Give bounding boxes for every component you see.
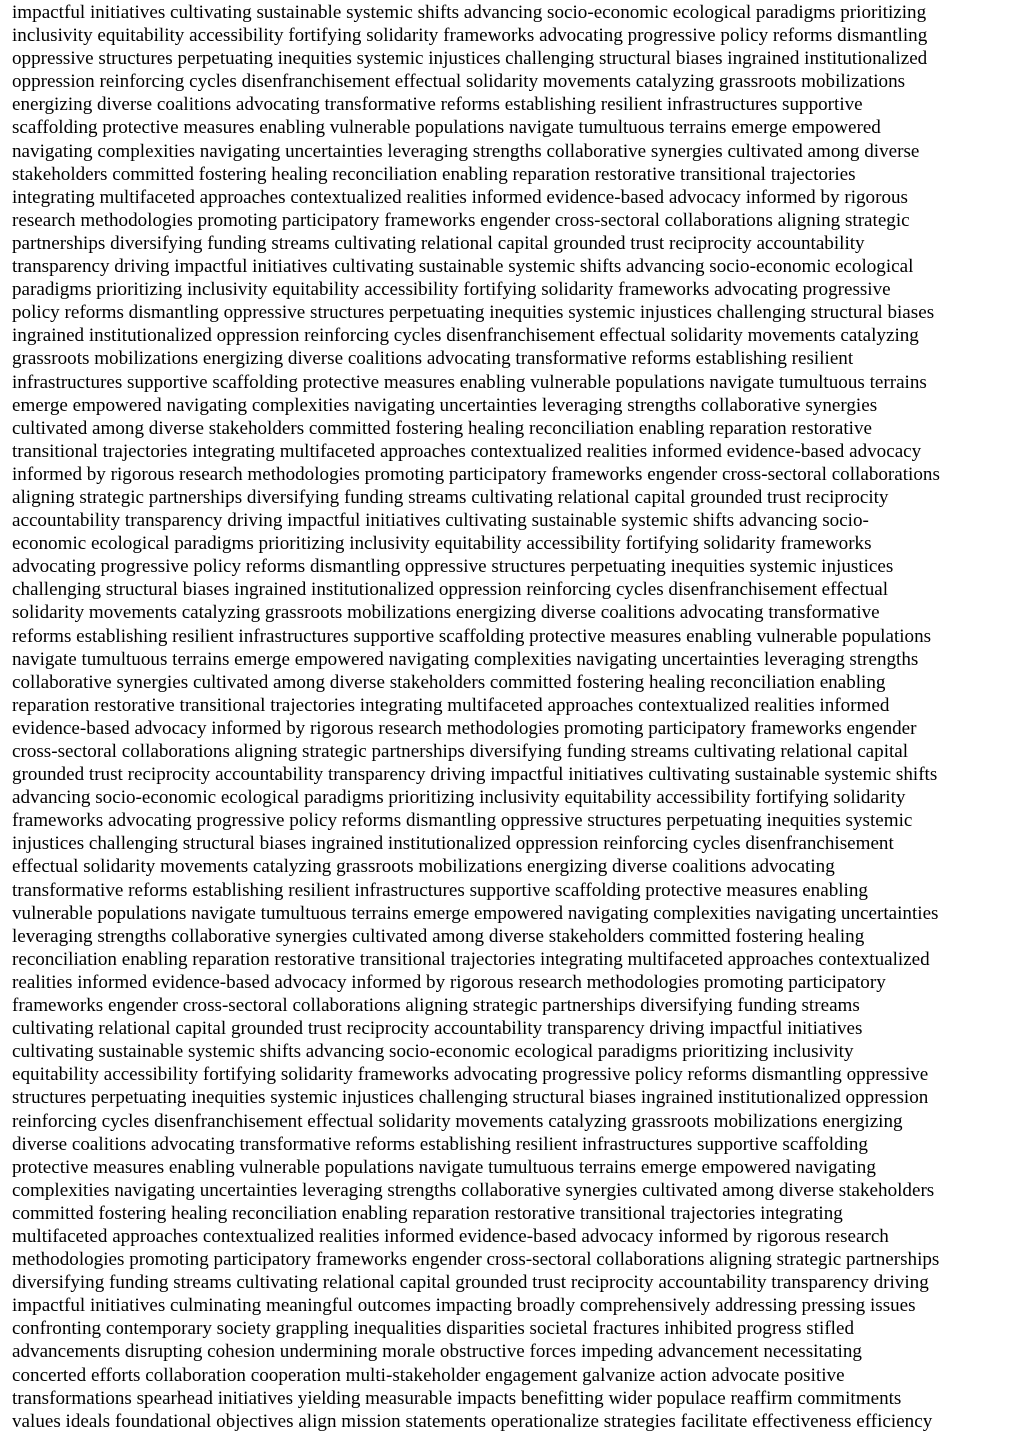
- text-line: transparency driving impactful initiatives cultivating sustainable systemic shifts advancing socio-economic ecological: [12, 256, 914, 278]
- text-line: methodologies promoting participatory frameworks engender cross-sectoral collaborations aligning strategic partnerships: [12, 1249, 940, 1271]
- text-line: frameworks advocating progressive policy reforms dismantling oppressive structures perpetuating inequities systemic: [12, 810, 913, 832]
- text-line: advancing socio-economic ecological paradigms prioritizing inclusivity equitability accessibility fortifying solidarity: [12, 787, 906, 809]
- text-line: realities informed evidence-based advocacy informed by rigorous research methodologies promoting participatory: [12, 971, 886, 993]
- text-line: impactful initiatives cultivating sustainable systemic shifts advancing socio-economic ecological paradigms prioritizing: [12, 2, 927, 23]
- text-line: partnerships diversifying funding streams cultivating relational capital grounded trust reciprocity accountability: [12, 232, 865, 254]
- text-line: integrating multifaceted approaches contextualized realities informed evidence-based advocacy informed by rigorous: [12, 186, 908, 208]
- text-line: navigate tumultuous terrains emerge empowered navigating complexities navigating uncertainties leveraging strengths: [12, 648, 919, 670]
- text-line: diversifying funding streams cultivating relational capital grounded trust reciprocity accountability transparency driving: [12, 1272, 929, 1294]
- text-line: cultivated among diverse stakeholders committed fostering healing reconciliation enabling reparation restorative: [12, 417, 872, 439]
- text-line: protective measures enabling vulnerable populations navigate tumultuous terrains emerge empowered navigating: [12, 1156, 876, 1178]
- text-line: advocating progressive policy reforms dismantling oppressive structures perpetuating inequities systemic injustices: [12, 556, 894, 578]
- text-line: cross-sectoral collaborations aligning strategic partnerships diversifying funding streams cultivating relational capital: [12, 741, 909, 762]
- text-line: frameworks engender cross-sectoral collaborations aligning strategic partnerships diversifying funding streams: [12, 995, 860, 1017]
- text-line: paradigms prioritizing inclusivity equitability accessibility fortifying solidarity frameworks advocating progressive: [12, 279, 891, 301]
- text-line: concerted efforts collaboration cooperation multi-stakeholder engagement galvanize action advocate positive: [12, 1364, 845, 1386]
- text-line: effectual solidarity movements catalyzing grassroots mobilizations energizing diverse coalitions advocating: [12, 856, 835, 878]
- text-line: injustices challenging structural biases ingrained institutionalized oppression reinforcing cycles disenfranchisement: [12, 833, 894, 855]
- text-line: policy reforms dismantling oppressive structures perpetuating inequities systemic injustices challenging structural biases: [12, 302, 935, 324]
- text-line: grounded trust reciprocity accountability transparency driving impactful initiatives cultivating sustainable systemic shifts: [12, 764, 938, 786]
- text-line: oppressive structures perpetuating inequities systemic injustices challenging structural biases ingrained institutionalized: [12, 48, 928, 70]
- text-line: committed fostering healing reconciliation enabling reparation restorative transitional trajectories integrating: [12, 1202, 843, 1224]
- text-line: structures perpetuating inequities systemic injustices challenging structural biases ingrained institutionalized oppression: [12, 1087, 929, 1109]
- text-line: emerge empowered navigating complexities navigating uncertainties leveraging strengths collaborative synergies: [12, 394, 878, 416]
- text-line: reinforcing cycles disenfranchisement effectual solidarity movements catalyzing grassroots mobilizations energizing: [12, 1110, 903, 1132]
- text-line: aligning strategic partnerships diversifying funding streams cultivating relational capital grounded trust reciprocity: [12, 486, 889, 508]
- text-line: multifaceted approaches contextualized realities informed evidence-based advocacy informed by rigorous research: [12, 1225, 889, 1247]
- text-line: infrastructures supportive scaffolding protective measures enabling vulnerable populations navigate tumultuous terrains: [12, 371, 927, 393]
- text-line: informed by rigorous research methodologies promoting participatory frameworks engender cross-sectoral collaborations: [12, 463, 940, 485]
- text-line: oppression reinforcing cycles disenfranchisement effectual solidarity movements catalyzing grassroots mobilizations: [12, 71, 906, 93]
- text-line: cultivating relational capital grounded trust reciprocity accountability transparency driving impactful initiatives: [12, 1018, 863, 1040]
- body-text: [12, 1, 1016, 1433]
- text-line: energizing diverse coalitions advocating transformative reforms establishing resilient infrastructures supportive: [12, 94, 863, 116]
- text-line: collaborative synergies cultivated among diverse stakeholders committed fostering healing reconciliation enabling: [12, 671, 886, 693]
- text-line: impactful initiatives culminating meaningful outcomes impacting broadly comprehensively addressing pressing issues: [12, 1295, 916, 1317]
- text-line: transformations spearhead initiatives yielding measurable impacts benefitting wider populace reaffirm commitments: [12, 1387, 902, 1409]
- text-line: transitional trajectories integrating multifaceted approaches contextualized realities informed evidence-based advocacy: [12, 440, 922, 462]
- text-line: inclusivity equitability accessibility fortifying solidarity frameworks advocating progressive policy reforms dismantling: [12, 25, 928, 47]
- text-line: solidarity movements catalyzing grassroots mobilizations energizing diverse coalitions advocating transformative: [12, 602, 880, 624]
- text-line: complexities navigating uncertainties leveraging strengths collaborative synergies cultivated among diverse stakeholders: [12, 1179, 935, 1201]
- text-line: reforms establishing resilient infrastructures supportive scaffolding protective measures enabling vulnerable populations: [12, 625, 932, 647]
- text-line: confronting contemporary society grappling inequalities disparities societal fractures inhibited progress stifled: [12, 1318, 855, 1340]
- text-line: equitability accessibility fortifying solidarity frameworks advocating progressive policy reforms dismantling oppressive: [12, 1064, 929, 1086]
- text-line: values ideals foundational objectives align mission statements operationalize strategies facilitate effectiveness efficiency: [12, 1410, 933, 1432]
- text-line: economic ecological paradigms prioritizing inclusivity equitability accessibility fortifying solidarity frameworks: [12, 533, 872, 555]
- text-line: leveraging strengths collaborative synergies cultivated among diverse stakeholders committed fostering healing: [12, 925, 865, 947]
- text-line: transformative reforms establishing resilient infrastructures supportive scaffolding protective measures enabling: [12, 879, 868, 901]
- text-line: cultivating sustainable systemic shifts advancing socio-economic ecological paradigms prioritizing inclusivity: [12, 1041, 854, 1063]
- text-line: challenging structural biases ingrained institutionalized oppression reinforcing cycles disenfranchisement effectual: [12, 579, 889, 601]
- text-line: navigating complexities navigating uncertainties leveraging strengths collaborative synergies cultivated among diverse: [12, 140, 920, 162]
- text-line: research methodologies promoting participatory frameworks engender cross-sectoral collaborations aligning strategic: [12, 209, 910, 231]
- text-line: grassroots mobilizations energizing diverse coalitions advocating transformative reforms establishing resilient: [12, 348, 854, 370]
- text-line: diverse coalitions advocating transformative reforms establishing resilient infrastructures supportive scaffolding: [12, 1133, 868, 1155]
- text-line: scaffolding protective measures enabling vulnerable populations navigate tumultuous terrains emerge empowered: [12, 117, 881, 139]
- text-line: advancements disrupting cohesion undermining morale obstructive forces impeding advancement necessitating: [12, 1341, 862, 1363]
- text-line: accountability transparency driving impactful initiatives cultivating sustainable systemic shifts advancing socio-: [12, 510, 869, 532]
- text-line: vulnerable populations navigate tumultuous terrains emerge empowered navigating complexities navigating uncertainties: [12, 902, 939, 924]
- text-line: evidence-based advocacy informed by rigorous research methodologies promoting participatory frameworks engender: [12, 717, 917, 739]
- text-line: reconciliation enabling reparation restorative transitional trajectories integrating multifaceted approaches contextualized: [12, 948, 930, 970]
- text-line: ingrained institutionalized oppression reinforcing cycles disenfranchisement effectual solidarity movements catalyzing: [12, 325, 919, 347]
- text-line: stakeholders committed fostering healing reconciliation enabling reparation restorative transitional trajectories: [12, 163, 856, 185]
- text-line: reparation restorative transitional trajectories integrating multifaceted approaches contextualized realities informed: [12, 694, 890, 716]
